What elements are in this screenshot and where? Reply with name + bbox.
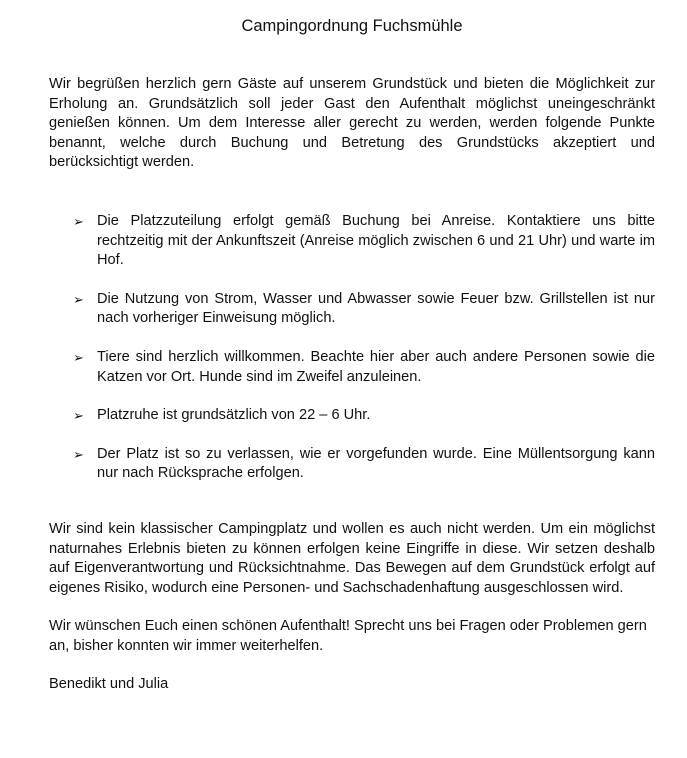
- arrow-bullet-icon: ➢: [73, 349, 84, 365]
- rule-text: Tiere sind herzlich willkommen. Beachte hier aber auch andere Personen sowie die Katzen vor Ort. Hunde sind im Zweifel anzuleinen.: [97, 348, 655, 385]
- page-title: Campingordnung Fuchsmühle: [241, 17, 463, 35]
- arrow-bullet-icon: ➢: [73, 408, 84, 424]
- rules-list: [49, 212, 655, 484]
- list-item: [49, 406, 655, 426]
- list-item: [49, 348, 655, 387]
- rule-text: Der Platz ist so zu verlassen, wie er vorgefunden wurde. Eine Müllentsorgung kann nur nach Rücksprache erfolgen.: [97, 445, 655, 482]
- list-item: [49, 290, 655, 329]
- arrow-bullet-icon: ➢: [73, 291, 84, 307]
- list-item: [49, 445, 655, 484]
- arrow-bullet-icon: ➢: [73, 213, 84, 229]
- intro-paragraph: Wir begrüßen herzlich gern Gäste auf unserem Grundstück und bieten die Möglichkeit zur Erholung an. Grundsätzlich soll jeder Gast den Aufenthalt möglichst uneingeschränkt genießen können. Um dem Interesse aller gerecht zu werden, werden folgende Punkte benannt, welche durch Buchung und Betretung des Grundstücks akzeptiert und berücksichtigt werden.: [49, 76, 655, 171]
- rule-text: Die Platzzuteilung erfolgt gemäß Buchung bei Anreise. Kontaktiere uns bitte rechtzeitig mit der Ankunftszeit (Anreise möglich zwischen 6 und 21 Uhr) und warte im Hof.: [97, 212, 655, 269]
- arrow-bullet-icon: ➢: [73, 446, 84, 462]
- signature: Benedikt und Julia: [49, 676, 169, 693]
- outro-paragraph: Wir sind kein klassischer Campingplatz und wollen es auch nicht werden. Um ein möglichst naturnahes Erlebnis bieten zu können erfolgen keine Eingriffe in diese. Wir setzen deshalb auf Eigenverantwortung und Rücksichtnahme. Das Bewegen auf dem Grundstück erfolgt auf eigenes Risiko, wodurch eine Personen- und Sachschadenhaftung ausgeschlossen wird.: [49, 520, 655, 596]
- list-item: [49, 212, 655, 271]
- document-page: [0, 15, 687, 758]
- rule-text: Die Nutzung von Strom, Wasser und Abwasser sowie Feuer bzw. Grillstellen ist nur nach vorheriger Einweisung möglich.: [97, 290, 655, 327]
- rule-text: Platzruhe ist grundsätzlich von 22 – 6 Uhr.: [97, 407, 371, 424]
- closing-paragraph: Wir wünschen Euch einen schönen Aufenthalt! Sprecht uns bei Fragen oder Problemen gern an, bisher konnten wir immer weiterhelfen.: [49, 618, 647, 654]
